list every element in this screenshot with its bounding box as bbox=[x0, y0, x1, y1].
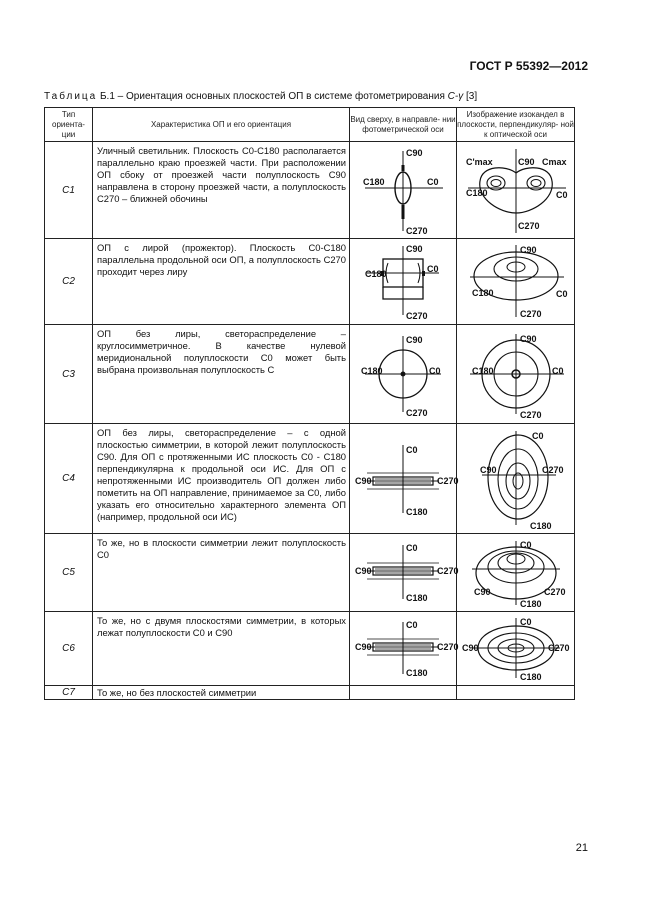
linear-luminaire-top-view bbox=[353, 429, 459, 529]
label-c0: C0 bbox=[555, 189, 568, 200]
label-c0: C0 bbox=[406, 444, 418, 455]
col-header-top-view: Вид сверху, в направле- нии фотометрической оси bbox=[350, 108, 457, 142]
row-description: То же, но в плоскости симметрии лежит полуплоскость C0 bbox=[93, 534, 350, 612]
label-c90: C90 bbox=[406, 147, 423, 158]
label-c0: C0 bbox=[406, 619, 418, 630]
double-symmetry-isocandela bbox=[460, 614, 572, 684]
label-c180: C180 bbox=[363, 176, 385, 187]
isocandela-diagram bbox=[457, 325, 575, 424]
label-c0: C0 bbox=[519, 616, 532, 627]
label-c270: C270 bbox=[437, 641, 459, 652]
row-description: ОП без лиры, светораспределение – круглосимметричное. В качестве нулевой меридиональной полуплоскости C0 может быть выбрана произвольная полуплоскость C bbox=[93, 325, 350, 424]
label-c180: C180 bbox=[406, 506, 428, 517]
label-c270: C270 bbox=[543, 586, 566, 597]
table-row bbox=[45, 142, 575, 239]
label-c270: C270 bbox=[519, 308, 542, 319]
linear-luminaire-c0-top-view bbox=[353, 537, 459, 609]
single-symmetry-isocandela bbox=[460, 425, 572, 533]
label-c270: C270 bbox=[406, 408, 428, 418]
row-description: ОП с лирой (прожектор). Плоскость C0-C180 параллельна продольной оси ОП, а полуплоскость C270 проходит через лиру bbox=[93, 239, 350, 325]
label-c90: C90 bbox=[406, 335, 423, 345]
table-row bbox=[45, 239, 575, 325]
label-cmax: Cmax bbox=[541, 156, 567, 167]
top-view-diagram bbox=[350, 325, 457, 424]
label-c180: C180 bbox=[519, 598, 542, 609]
table-row bbox=[45, 612, 575, 686]
col-header-isocandela: Изображение изокандел в плоскости, перпендикуляр- ной к оптической оси bbox=[457, 108, 575, 142]
label-c90: C90 bbox=[519, 334, 537, 344]
label-c0: C0 bbox=[427, 176, 439, 187]
label-c180: C180 bbox=[471, 366, 494, 376]
label-c270: C270 bbox=[547, 642, 570, 653]
row-description: То же, но без плоскостей симметрии bbox=[93, 686, 350, 700]
row-type: C3 bbox=[45, 325, 93, 424]
isocandela-diagram bbox=[457, 612, 575, 686]
isocandela-diagram bbox=[457, 686, 575, 700]
label-c90: C90 bbox=[461, 642, 479, 653]
top-view-diagram bbox=[350, 142, 457, 239]
label-c90: C90 bbox=[519, 244, 537, 255]
top-view-diagram bbox=[350, 686, 457, 700]
isocandela-diagram bbox=[457, 424, 575, 534]
label-c270: C270 bbox=[406, 310, 428, 321]
row-description: ОП без лиры, светораспределение – с одной плоскостью симметрии, в которой лежит полуплоскость C90. Для ОП с протяженными ИС плоскость C0 - C180 перпендикулярна к продольной оси ИС. Для ОП с непротяженными ИС производитель ОП должен либо пометить на ОП направление, принимаемое за C0, либо указать его относительно характерного элемента ОП (например, продольной оси ИС) bbox=[93, 424, 350, 534]
label-c0: C0 bbox=[519, 539, 532, 550]
double-symmetry-top-view bbox=[353, 614, 459, 684]
label-cmax-prime: C'max bbox=[465, 156, 493, 167]
label-c0: C0 bbox=[427, 263, 439, 274]
label-c180: C180 bbox=[471, 287, 494, 298]
caption-symbol: C-γ bbox=[447, 91, 464, 102]
street-luminaire-top-view bbox=[353, 143, 453, 238]
label-c90: C90 bbox=[355, 641, 372, 652]
label-c270: C270 bbox=[437, 565, 459, 576]
label-c270: C270 bbox=[517, 220, 540, 231]
row-type: C4 bbox=[45, 424, 93, 534]
label-c90: C90 bbox=[473, 586, 491, 597]
isocandela-diagram bbox=[457, 239, 575, 325]
label-c0: C0 bbox=[555, 288, 568, 299]
label-c180: C180 bbox=[519, 671, 542, 682]
row-type: C5 bbox=[45, 534, 93, 612]
top-view-diagram bbox=[350, 239, 457, 325]
standard-number: ГОСТ Р 55392—2012 bbox=[469, 59, 588, 73]
label-c90: C90 bbox=[479, 464, 497, 475]
orientation-table bbox=[44, 107, 575, 700]
label-c270: C270 bbox=[519, 410, 542, 420]
row-type: C2 bbox=[45, 239, 93, 325]
label-c180: C180 bbox=[529, 520, 552, 531]
table-caption bbox=[44, 91, 477, 102]
label-c0: C0 bbox=[406, 542, 418, 553]
isocandela-diagram bbox=[457, 142, 575, 239]
label-c180: C180 bbox=[465, 187, 488, 198]
label-c0: C0 bbox=[531, 430, 544, 441]
row-description: Уличный светильник. Плоскость C0-C180 располагается параллельно краю проезжей части. При расположении ОП сбоку от проезжей части полуплоскость C90 направлена в сторону проезжей части, а полуплоскость C270 – ближней обочины bbox=[93, 142, 350, 239]
top-view-diagram bbox=[350, 612, 457, 686]
c0-symmetry-isocandela bbox=[460, 537, 572, 609]
row-type: C6 bbox=[45, 612, 93, 686]
circular-isocandela bbox=[460, 328, 572, 420]
label-c90: C90 bbox=[517, 156, 535, 167]
caption-ref: [3] bbox=[463, 91, 478, 102]
label-c90: C90 bbox=[406, 243, 423, 254]
floodlight-top-view bbox=[353, 241, 453, 323]
label-c0: C0 bbox=[429, 366, 441, 376]
row-description: То же, но с двумя плоскостями симметрии, в которых лежат полуплоскости C0 и C90 bbox=[93, 612, 350, 686]
top-view-diagram bbox=[350, 424, 457, 534]
col-header-description: Характеристика ОП и его ориентация bbox=[93, 108, 350, 142]
row-type: C7 bbox=[45, 686, 93, 700]
label-c180: C180 bbox=[365, 268, 387, 279]
street-luminaire-isocandela bbox=[460, 143, 572, 238]
table-row bbox=[45, 424, 575, 534]
label-c270: C270 bbox=[541, 464, 564, 475]
label-c180: C180 bbox=[406, 592, 428, 603]
label-c0: C0 bbox=[551, 366, 564, 376]
table-row bbox=[45, 686, 575, 700]
col-header-type: Тип ориента- ции bbox=[45, 108, 93, 142]
label-c90: C90 bbox=[355, 475, 372, 486]
top-view-diagram bbox=[350, 534, 457, 612]
caption-label: Таблица bbox=[44, 91, 98, 102]
isocandela-diagram bbox=[457, 534, 575, 612]
circular-luminaire-top-view bbox=[353, 328, 453, 420]
label-c180: C180 bbox=[361, 366, 383, 376]
label-c270: C270 bbox=[437, 475, 459, 486]
table-header-row bbox=[45, 108, 575, 142]
table-row bbox=[45, 325, 575, 424]
floodlight-isocandela bbox=[460, 241, 572, 323]
table-row bbox=[45, 534, 575, 612]
caption-text: Б.1 – Ориентация основных плоскостей ОП в системе фотометрирования bbox=[97, 91, 448, 102]
label-c270: C270 bbox=[406, 225, 428, 236]
page-number: 21 bbox=[575, 842, 588, 854]
label-c180: C180 bbox=[406, 667, 428, 678]
label-c90: C90 bbox=[355, 565, 372, 576]
row-type: C1 bbox=[45, 142, 93, 239]
